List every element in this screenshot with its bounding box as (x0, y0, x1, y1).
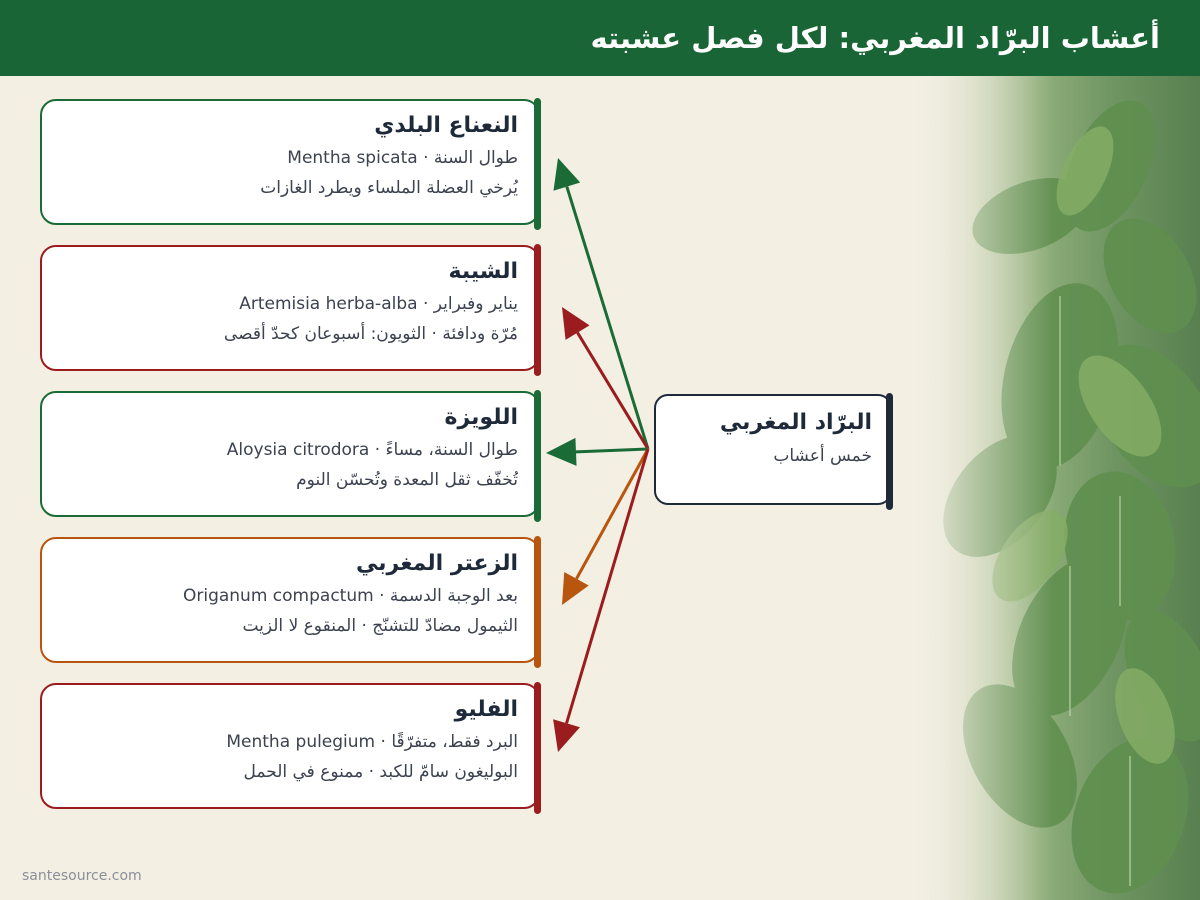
herb-season-species: طوال السنة، مساءً · Aloysia citrodora (226, 440, 518, 460)
herb-card-chiba (40, 245, 540, 371)
card-accent-bar (534, 98, 541, 230)
herb-card-zaatar (40, 537, 540, 663)
page-title: أعشاب البرّاد المغربي: لكل فصل عشبته (590, 21, 1160, 55)
herb-name: الشيبة (448, 259, 518, 284)
herb-note: يُرخي العضلة الملساء ويطرد الغازات (260, 178, 518, 198)
center-title: البرّاد المغربي (719, 410, 872, 435)
center-subtitle: خمس أعشاب (773, 446, 872, 466)
connector-line-1 (578, 333, 648, 449)
herb-card-louiza (40, 391, 540, 517)
arrowhead-0 (553, 158, 580, 191)
connector-line-3 (576, 449, 648, 579)
card-accent-bar (534, 244, 541, 376)
arrowhead-2 (546, 438, 577, 466)
herb-name: اللويزة (444, 405, 518, 430)
source-credit: santesource.com (22, 868, 142, 884)
herb-season-species: طوال السنة · Mentha spicata (287, 148, 518, 168)
arrowhead-3 (562, 572, 589, 605)
card-accent-bar (534, 390, 541, 522)
card-accent-bar (534, 682, 541, 814)
arrowhead-4 (553, 719, 580, 752)
herb-note: البوليغون سامّ للكبد · ممنوع في الحمل (243, 762, 518, 782)
card-accent-bar (534, 536, 541, 668)
herb-season-species: يناير وفبراير · Artemisia herba-alba (239, 294, 518, 314)
connector-line-0 (567, 187, 648, 449)
herb-name: الزعتر المغربي (355, 551, 518, 576)
herb-card-nana (40, 99, 540, 225)
herb-card-fliyou (40, 683, 540, 809)
herb-name: الفليو (454, 697, 518, 722)
herb-note: تُخفّف ثقل المعدة وتُحسّن النوم (296, 470, 518, 490)
connector-line-2 (576, 449, 648, 452)
herb-note: مُرّة ودافئة · الثويون: أسبوعان كحدّ أقصى (223, 324, 518, 344)
arrowhead-1 (562, 307, 590, 340)
center-accent-bar (886, 393, 893, 510)
herb-name: النعناع البلدي (374, 113, 518, 138)
herb-season-species: بعد الوجبة الدسمة · Origanum compactum (182, 586, 518, 606)
herb-season-species: البرد فقط، متفرّقًا · Mentha pulegium (226, 732, 518, 752)
center-node (654, 394, 892, 505)
herb-note: الثيمول مضادّ للتشنّج · المنقوع لا الزيت (242, 616, 518, 636)
